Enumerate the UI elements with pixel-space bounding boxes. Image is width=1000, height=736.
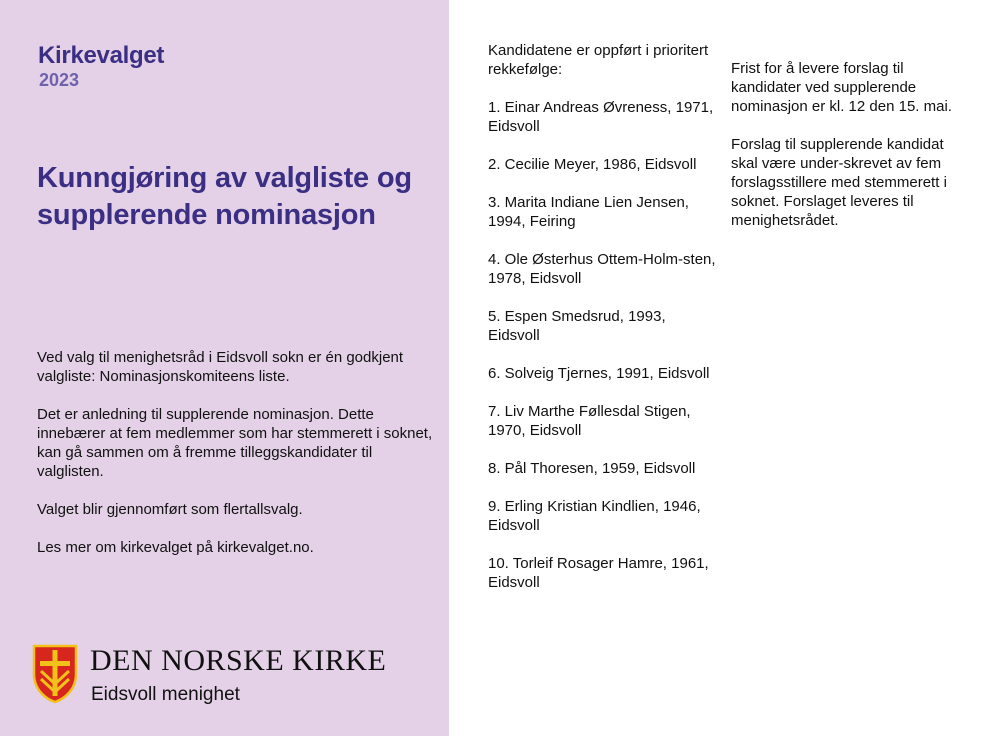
parish-name: Eidsvoll menighet — [91, 684, 240, 705]
list-item: 10. Torleif Rosager Hamre, 1961, Eidsvoll — [488, 555, 709, 591]
list-item: 9. Erling Kristian Kindlien, 1946, Eidsvoll — [488, 498, 701, 534]
deadline-paragraph: Frist for å levere forslag til kandidater ved supplerende nominasjon er kl. 12 den 15. mai. — [731, 60, 952, 115]
list-item: 3. Marita Indiane Lien Jensen, 1994, Feiring — [488, 194, 689, 230]
list-item: 8. Pål Thoresen, 1959, Eidsvoll — [488, 460, 696, 477]
intro-paragraph: Les mer om kirkevalget på kirkevalget.no. — [37, 539, 314, 556]
logo-name: DEN NORSKE KIRKE — [90, 644, 387, 677]
list-item: 5. Espen Smedsrud, 1993, Eidsvoll — [488, 308, 666, 344]
brand-title: Kirkevalget — [38, 42, 165, 69]
list-item: 1. Einar Andreas Øvreness, 1971, Eidsvoll — [488, 99, 714, 135]
list-item: 7. Liv Marthe Føllesdal Stigen, 1970, Eidsvoll — [488, 403, 691, 439]
church-logo — [32, 644, 392, 710]
list-item: 4. Ole Østerhus Ottem-Holm-sten, 1978, Eidsvoll — [488, 251, 716, 287]
intro-paragraph: Det er anledning til supplerende nominasjon. Dette innebærer at fem medlemmer som har stemmerett i soknet, kan gå sammen om å fremme tilleggskandidater til valglisten. — [37, 406, 433, 480]
intro-text — [37, 348, 437, 576]
brand-year: 2023 — [39, 70, 80, 90]
intro-paragraph: Ved valg til menighetsråd i Eidsvoll sokn er én godkjent valgliste: Nominasjonskomiteens liste. — [37, 349, 404, 385]
shield-cross-icon — [32, 644, 78, 704]
left-panel — [0, 0, 449, 736]
list-item: 6. Solveig Tjernes, 1991, Eidsvoll — [488, 365, 710, 382]
list-item: 2. Cecilie Meyer, 1986, Eidsvoll — [488, 156, 697, 173]
intro-paragraph: Valget blir gjennomført som flertallsvalg. — [37, 501, 303, 518]
candidate-heading: Kandidatene er oppført i prioritert rekkefølge: — [488, 42, 709, 78]
deadline-info — [731, 59, 956, 249]
candidate-list — [488, 41, 718, 611]
deadline-paragraph: Forslag til supplerende kandidat skal være under-skrevet av fem forslagsstillere med stemmerett i soknet. Forslaget leveres til menighetsrådet. — [731, 136, 947, 229]
page-title: Kunngjøring av valgliste og supplerende nominasjon — [37, 162, 412, 231]
